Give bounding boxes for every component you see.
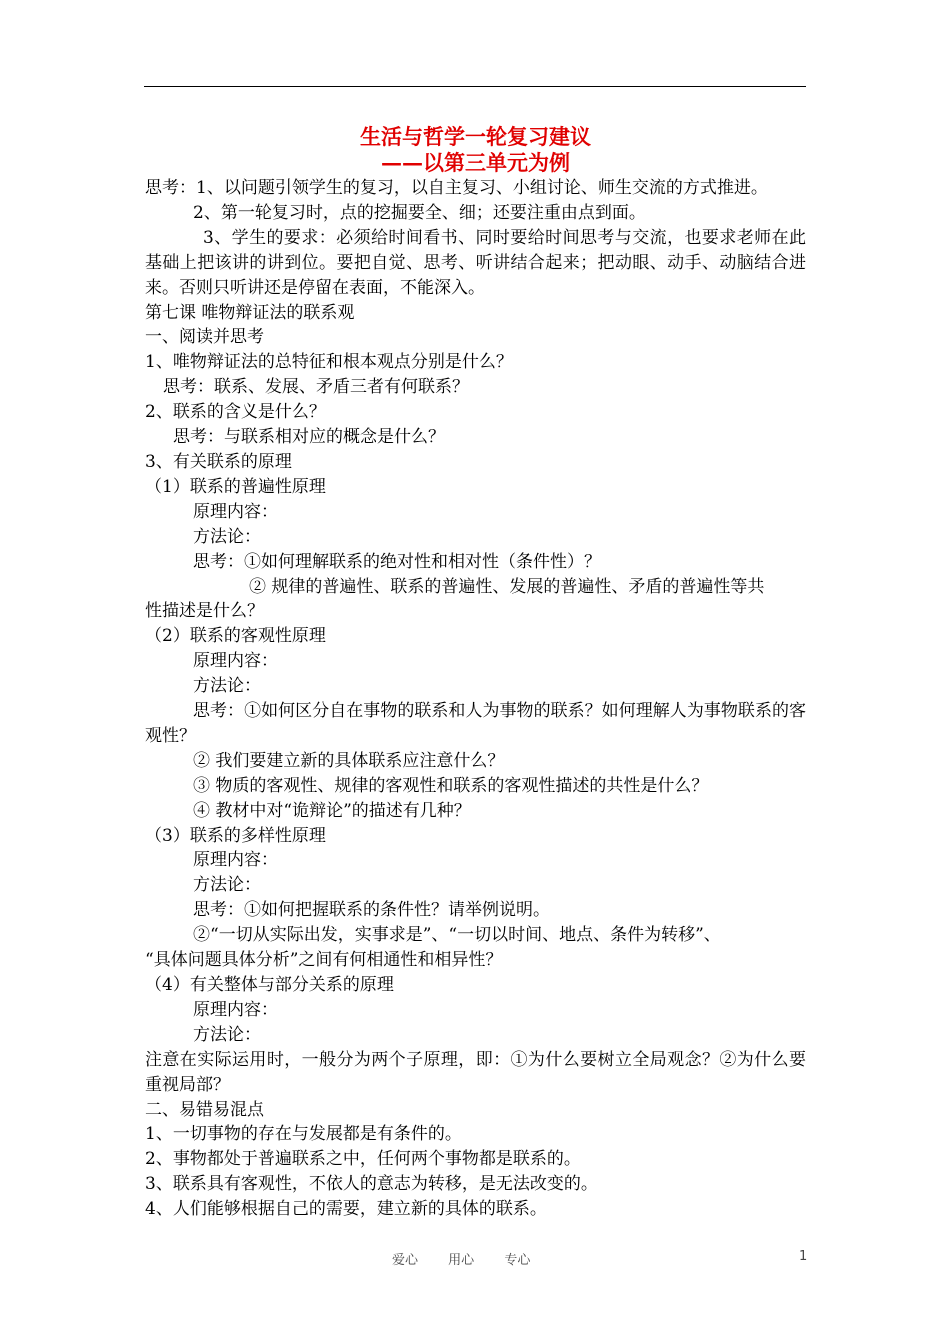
think-line: ②“一切从实际出发，实事求是”、“一切以时间、地点、条件为转移”、 — [193, 925, 721, 946]
text-line: 原理内容： — [193, 651, 278, 672]
footer-slogan — [392, 1249, 556, 1268]
question-line: 1、唯物辩证法的总特征和根本观点分别是什么？ — [145, 352, 513, 373]
think-line: 思考：与联系相对应的概念是什么？ — [173, 427, 445, 448]
question-line: 2、联系的含义是什么？ — [145, 402, 326, 423]
text-line: 性描述是什么？ — [145, 601, 264, 622]
footer-word: 爱心 — [392, 1253, 419, 1268]
text-line: 方法论： — [193, 526, 261, 547]
text-line: 思考：1、以问题引领学生的复习，以自主复习、小组讨论、师生交流的方式推进。 — [145, 178, 768, 198]
text-line: 2、第一轮复习时，点的挖掘要全、细；还要注重由点到面。 — [193, 202, 646, 223]
think-line: ② 规律的普遍性、联系的普遍性、发展的普遍性、矛盾的普遍性等共 — [249, 576, 765, 597]
think-line: ② 我们要建立新的具体联系应注意什么？ — [193, 750, 505, 771]
text-line: 原理内容： — [193, 850, 278, 871]
page-number: 1 — [799, 1249, 808, 1264]
doc-subtitle: ——以第三单元为例 — [381, 150, 570, 175]
text-line: “具体问题具体分析”之间有何相通性和相异性？ — [145, 950, 503, 971]
subsection-heading: （2）联系的客观性原理 — [145, 626, 326, 647]
text-paragraph: 3、学生的要求：必须给时间看书、同时要给时间思考与交流，也要求老师在此基础上把该讲的讲到位。要把自觉、思考、听讲结合起来；把动眼、动手、动脑结合进来。否则只听讲还是停留在表面，不能深入。 — [145, 227, 806, 298]
list-item: 1、一切事物的存在与发展都是有条件的。 — [145, 1124, 462, 1145]
think-line: 思考：①如何把握联系的条件性？请举例说明。 — [193, 900, 550, 921]
lesson-heading: 第七课 唯物辩证法的联系观 — [145, 302, 355, 323]
text-line: 原理内容： — [193, 501, 278, 522]
footer-word: 用心 — [448, 1253, 475, 1268]
header-rule — [144, 86, 806, 87]
question-line: 3、有关联系的原理 — [145, 451, 292, 472]
subsection-heading: （3）联系的多样性原理 — [145, 825, 326, 846]
think-line: ④ 教材中对“诡辩论”的描述有几种？ — [193, 800, 471, 821]
text-line: 方法论： — [193, 875, 261, 896]
list-item: 4、人们能够根据自己的需要，建立新的具体的联系。 — [145, 1199, 547, 1220]
section-heading: 二、易错易混点 — [145, 1099, 264, 1120]
text-line: 方法论： — [193, 1024, 261, 1045]
subsection-heading: （1）联系的普遍性原理 — [145, 476, 326, 497]
text-paragraph: 思考：①如何区分自在事物的联系和人为事物的联系？如何理解人为事物联系的客观性？ — [145, 701, 806, 746]
subsection-heading: （4）有关整体与部分关系的原理 — [145, 975, 394, 995]
think-line: 思考：联系、发展、矛盾三者有何联系？ — [163, 377, 469, 398]
section-heading: 一、阅读并思考 — [145, 327, 264, 348]
think-line: 思考：①如何理解联系的绝对性和相对性（条件性）？ — [193, 551, 601, 572]
text-paragraph: 注意在实际运用时，一般分为两个子原理，即：①为什么要树立全局观念？②为什么要重视局部？ — [145, 1049, 806, 1095]
document-body — [145, 124, 806, 1222]
think-line: ③ 物质的客观性、规律的客观性和联系的客观性描述的共性是什么？ — [193, 775, 709, 796]
page-footer — [0, 1249, 950, 1269]
list-item: 3、联系具有客观性，不依人的意志为转移，是无法改变的。 — [145, 1174, 598, 1195]
list-item: 2、事物都处于普遍联系之中，任何两个事物都是联系的。 — [145, 1149, 581, 1170]
text-line: 方法论： — [193, 676, 261, 697]
footer-word: 专心 — [504, 1253, 531, 1268]
doc-title: 生活与哲学一轮复习建议 — [360, 124, 591, 149]
text-line: 原理内容： — [193, 999, 278, 1020]
